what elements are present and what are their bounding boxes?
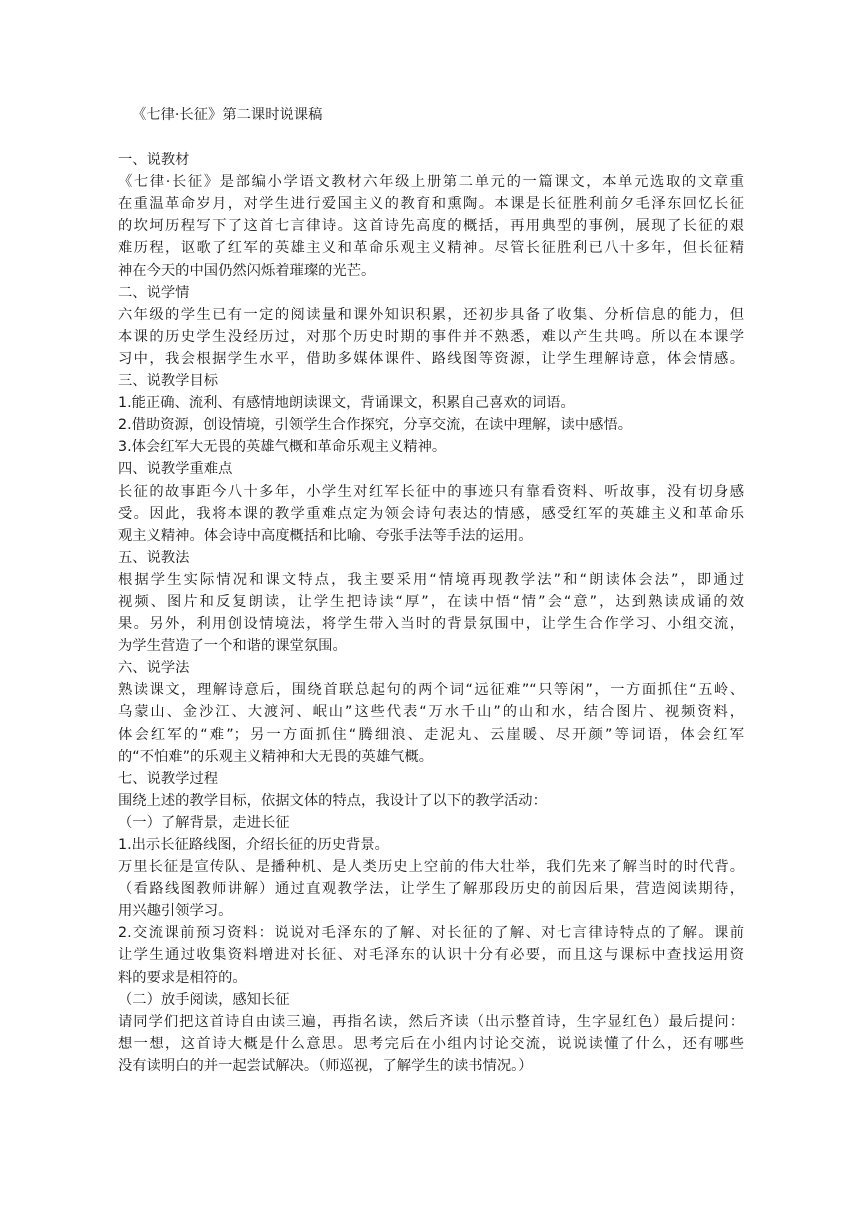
text-line: 二、说学情 [118, 284, 190, 301]
text-line: 1.出示长征路线图，介绍长征的历史背景。 [118, 837, 389, 853]
text-line: 六年级的学生已有一定的阅读量和课外知识积累，还初步具备了收集、分析信息的能力，但 [118, 306, 744, 323]
text-line: 七、说教学过程 [118, 770, 219, 787]
text-line: 习中，我会根据学生水平，借助多媒体课件、路线图等资源，让学生理解诗意，体会情感。 [118, 350, 744, 367]
text-line: 3.体会红军大无畏的英雄气概和革命乐观主义精神。 [118, 439, 447, 456]
text-line: 六、说学法 [118, 660, 190, 677]
text-line: 视频、图片和反复朗读，让学生把诗读“厚”，在读中悟“情”会“意”，达到熟读成诵的效 [118, 593, 744, 610]
text-line: 1.能正确、流利、有感情地朗读课文，背诵课文，积累自己喜欢的词语。 [118, 395, 575, 412]
text-line: 一、说教材 [118, 152, 190, 169]
text-line: 乌蒙山、金沙江、大渡河、岷山”这些代表“万水千山”的山和水，结合图片、视频资料， [118, 704, 744, 721]
text-line: 万里长征是宣传队、是播种机、是人类历史上空前的伟大壮举，我们先来了解当时的时代背。 [118, 859, 744, 876]
text-line: 受。因此，我将本课的教学重难点定为领会诗句表达的情感，感受红军的英雄主义和革命乐 [118, 505, 744, 522]
text-line: 长征的故事距今八十多年，小学生对红军长征中的事迹只有靠看资料、听故事，没有切身感 [118, 483, 744, 500]
text-line: 本课的历史学生没经历过，对那个历史时期的事件并不熟悉，难以产生共鸣。所以在本课学 [118, 328, 744, 345]
text-line: 用兴趣引领学习。 [118, 903, 233, 920]
document-title: 《七律·长征》第二课时说课稿 [132, 107, 323, 123]
text-line: 的坎坷历程写下了这首七言律诗。这首诗先高度的概括，再用典型的事例，展现了长征的艰 [118, 218, 744, 235]
text-line: 请同学们把这首诗自由读三遍，再指名读，然后齐读（出示整首诗，生字显红色）最后提问： [118, 1013, 744, 1030]
text-line: 让学生通过收集资料增进对长征、对毛泽东的认识十分有必要，而且这与课标中查找运用资 [118, 947, 744, 964]
text-line: 没有读明白的并一起尝试解决。（师巡视，了解学生的读书情况。） [118, 1057, 533, 1074]
text-line: 观主义精神。体会诗中高度概括和比喻、夸张手法等手法的运用。 [118, 527, 533, 544]
text-line: 在重温革命岁月，对学生进行爱国主义的教育和熏陶。本课是长征胜利前夕毛泽东回忆长征 [118, 196, 744, 213]
text-line: 根据学生实际情况和课文特点，我主要采用“情境再现教学法”和“朗读体会法”，即通过 [118, 571, 744, 588]
text-line: 熟读课文，理解诗意后，围绕首联总起句的两个词“远征难”“只等闲”，一方面抓住“五岭、 [118, 682, 744, 699]
text-line: 为学生营造了一个和谐的课堂氛围。 [118, 638, 347, 655]
text-line: 体会红军的“难”；另一方面抓住“腾细浪、走泥丸、云崖暖、尽开颜”等词语，体会红军 [118, 726, 744, 743]
text-line: 三、说教学目标 [118, 373, 219, 390]
document-body [118, 149, 744, 1077]
text-line: 难历程，讴歌了红军的英雄主义和革命乐观主义精神。尽管长征胜利已八十多年，但长征精 [118, 240, 744, 257]
text-line: 料的要求是相符的。 [118, 969, 247, 986]
text-line: 围绕上述的教学目标，依据文体的特点，我设计了以下的教学活动： [118, 792, 547, 809]
text-line: 神在今天的中国仍然闪烁着璀璨的光芒。 [118, 262, 376, 279]
text-line: （二）放手阅读，感知长征 [118, 991, 290, 1008]
text-line: （一）了解背景，走进长征 [118, 814, 290, 831]
text-line: 五、说教法 [118, 549, 190, 566]
text-line: （看路线图教师讲解）通过直观教学法，让学生了解那段历史的前因后果，营造阅读期待， [118, 881, 744, 898]
text-line: 想一想，这首诗大概是什么意思。思考完后在小组内讨论交流，说说读懂了什么，还有哪些 [118, 1035, 744, 1052]
text-line: 2.交流课前预习资料：说说对毛泽东的了解、对长征的了解、对七言律诗特点的了解。课前 [118, 925, 744, 942]
text-line: 2.借助资源，创设情境，引领学生合作探究，分享交流，在读中理解，读中感悟。 [118, 417, 633, 434]
text-line: 《七律·长征》是部编小学语文教材六年级上册第二单元的一篇课文，本单元选取的文章重 [118, 174, 744, 191]
document-page [118, 104, 744, 1077]
text-line: 的“不怕难”的乐观主义精神和大无畏的英雄气概。 [118, 748, 434, 765]
text-line: 果。另外，利用创设情境法，将学生带入当时的背景氛围中，让学生合作学习、小组交流， [118, 616, 744, 633]
text-line: 四、说教学重难点 [118, 461, 233, 478]
